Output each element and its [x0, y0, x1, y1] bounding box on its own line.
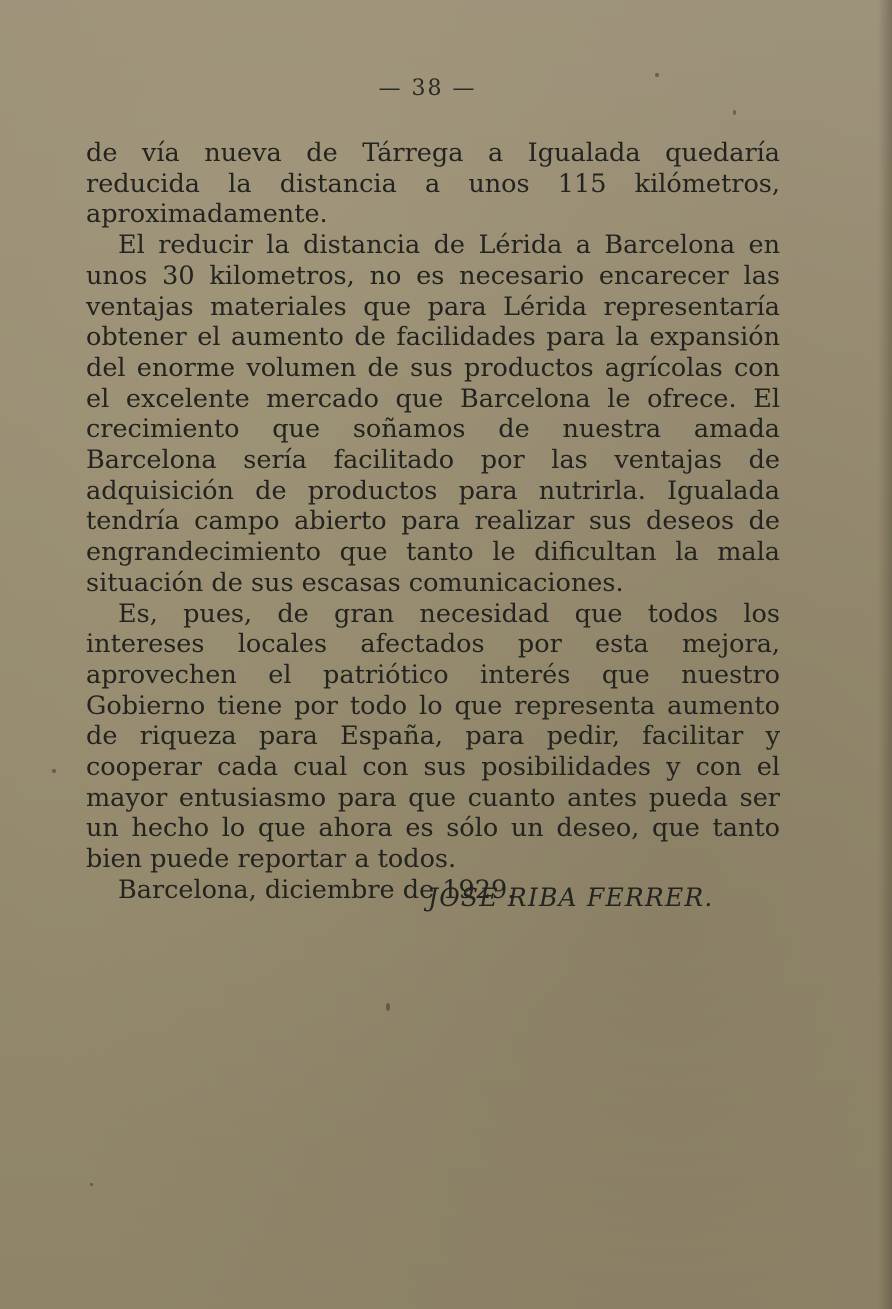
- paper-speck: [90, 1183, 93, 1186]
- paragraph-2: El reducir la distancia de Lérida a Barcelona en unos 30 kilometros, no es necesario encarecer las ventajas materiales que para Lérida representaría obtener el aumento de facilidades para la expansión del enorme volumen de sus productos agrícolas con el excelente mercado que Barcelona le ofrece. El crecimiento que soñamos de nuestra amada Barcelona sería facilitado por las ventajas de adquisición de productos para nutrirla. Igualada tendría campo abierto para realizar sus deseos de engrandecimiento que tanto le dificultan la mala situación de sus escasas comunicaciones.: [86, 230, 780, 598]
- author-signature: JOSE RIBA FERRER.: [428, 883, 714, 912]
- page-number: — 38 —: [378, 76, 477, 101]
- paragraph-3: Es, pues, de gran necesidad que todos los intereses locales afectados por esta mejora, aprovechen el patriótico interés que nuestro Gobierno tiene por todo lo que representa aumento de riqueza para España, para pedir, facilitar y cooperar cada cual con sus posibilidades y con el mayor entusiasmo para que cuanto antes pueda ser un hecho lo que ahora es sólo un deseo, que tanto bien puede reportar a todos.: [86, 598, 780, 875]
- paper-speck: [52, 769, 56, 773]
- dateline: Barcelona, diciembre de 1929.: [118, 874, 516, 905]
- paragraph-1: de vía nueva de Tárrega a Igualada quedaría reducida la distancia a unos 115 kilómetros, aproximadamente.: [86, 138, 780, 230]
- body-text: [86, 138, 780, 906]
- paper-speck: [733, 110, 736, 115]
- paper-speck: [386, 1003, 390, 1011]
